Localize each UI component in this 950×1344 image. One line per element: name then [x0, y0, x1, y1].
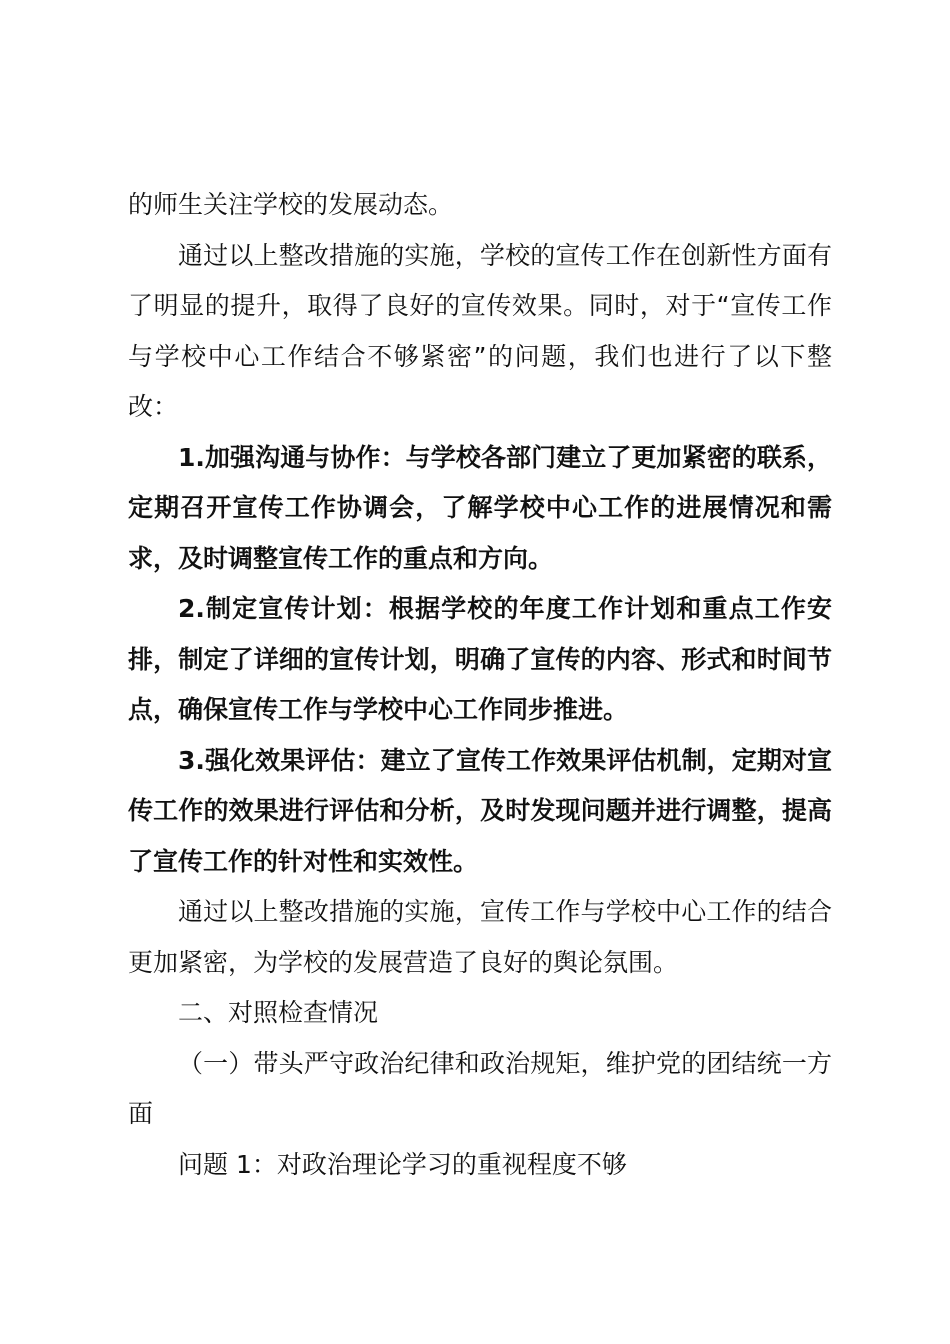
subsection-heading: （一）带头严守政治纪律和政治规矩，维护党的团结统一方面 — [128, 1048, 832, 1128]
paragraph-summary-integration: 通过以上整改措施的实施，宣传工作与学校中心工作的结合更加紧密，为学校的发展营造了良好的舆论氛围。 — [128, 897, 832, 977]
section-heading: 二、对照检查情况 — [178, 998, 379, 1027]
problem-heading: 问题 1：对政治理论学习的重视程度不够 — [178, 1149, 627, 1179]
paragraph-measure-2: 2.制定宣传计划：根据学校的年度工作计划和重点工作安排，制定了详细的宣传计划，明确了宣传的内容、形式和时间节点，确保宣传工作与学校中心工作同步推进。 — [128, 594, 832, 724]
paragraph-measure-3: 3.强化效果评估：建立了宣传工作效果评估机制，定期对宣传工作的效果进行评估和分析，及时发现问题并进行调整，提高了宣传工作的针对性和实效性。 — [128, 745, 832, 876]
paragraph-continuation: 的师生关注学校的发展动态。 — [128, 190, 454, 219]
document-body — [128, 180, 832, 1190]
paragraph-measure-1: 1.加强沟通与协作：与学校各部门建立了更加紧密的联系，定期召开宣传工作协调会，了解学校中心工作的进展情况和需求，及时调整宣传工作的重点和方向。 — [128, 442, 832, 573]
paragraph-summary-innovation: 通过以上整改措施的实施，学校的宣传工作在创新性方面有了明显的提升，取得了良好的宣传效果。同时，对于“宣传工作与学校中心工作结合不够紧密”的问题，我们也进行了以下整改： — [128, 240, 832, 421]
